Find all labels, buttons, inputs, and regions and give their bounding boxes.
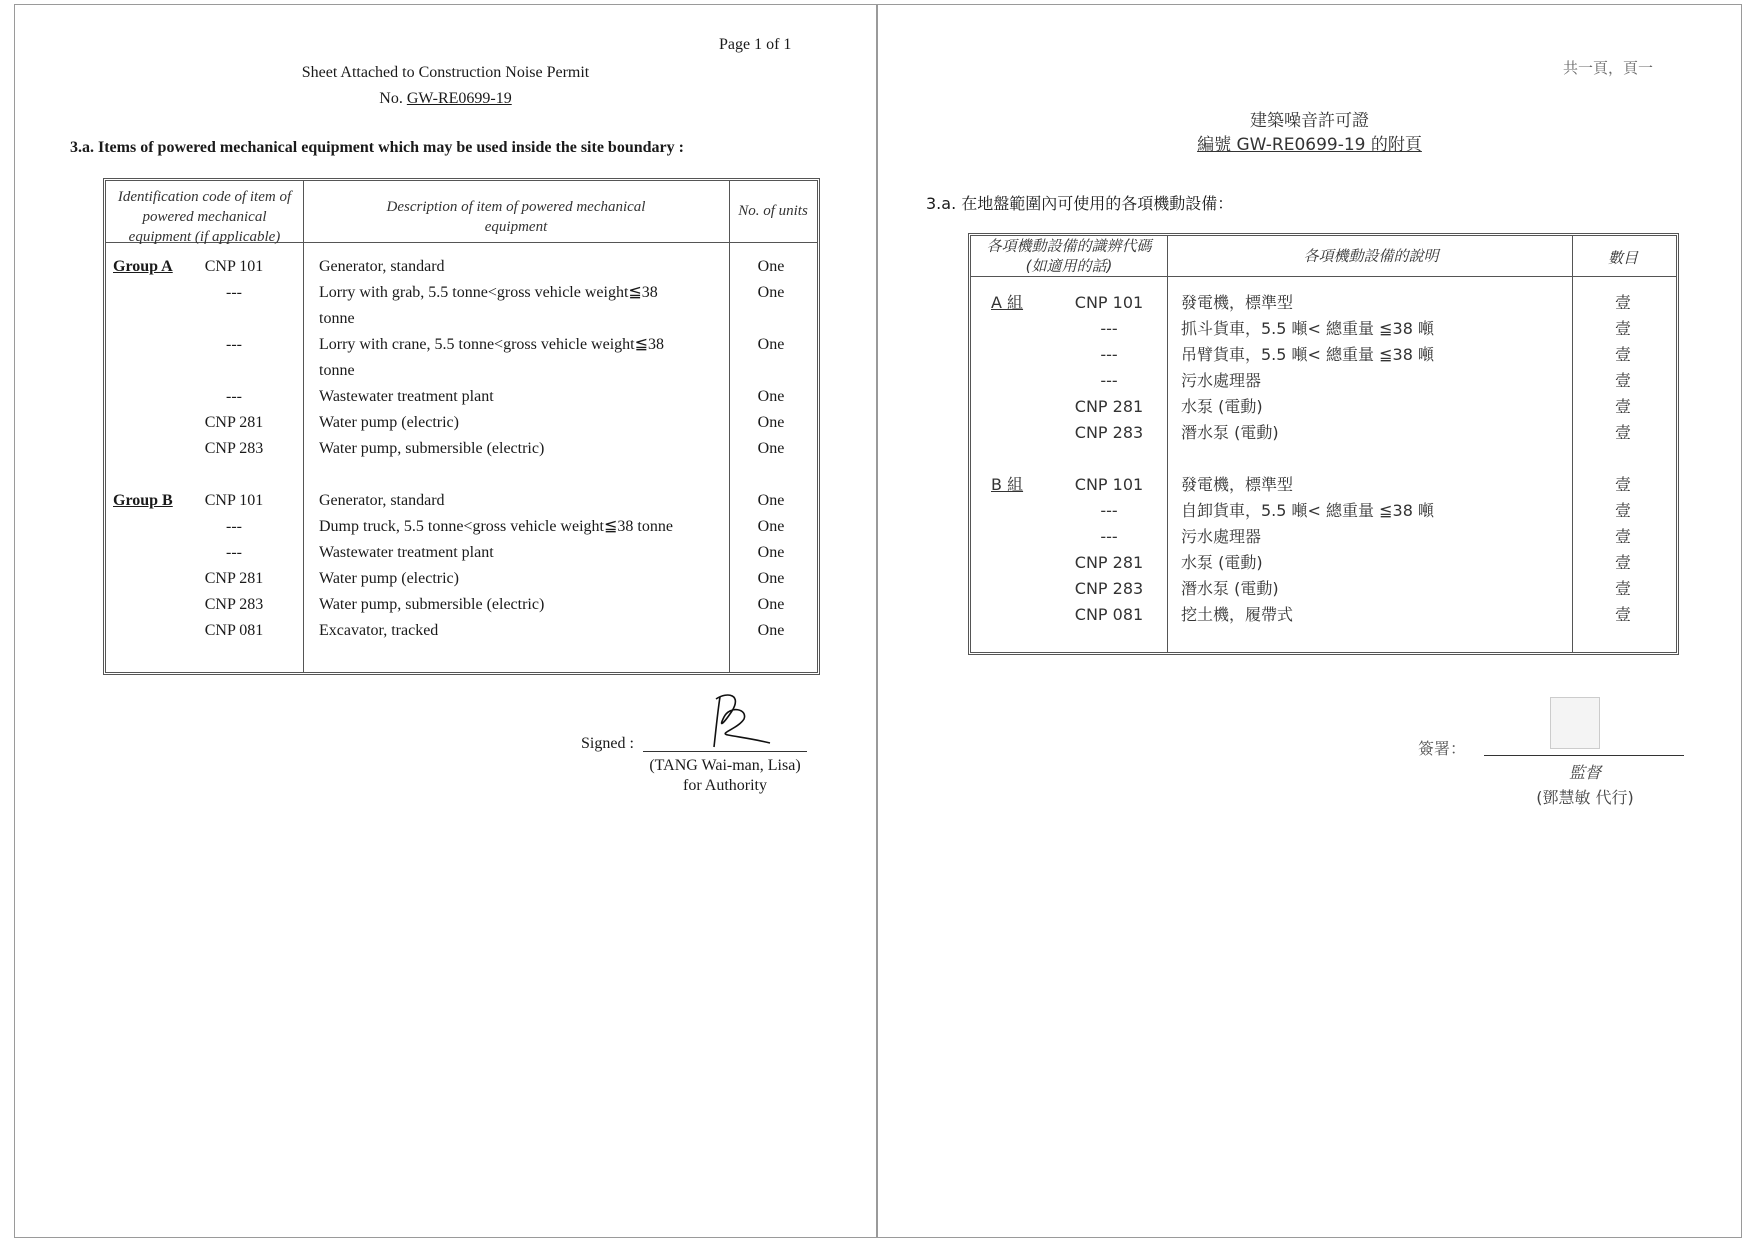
table-row <box>971 342 1671 368</box>
equipment-table <box>103 178 820 675</box>
section-heading: 3.a. 在地盤範圍內可使用的各項機動設備： <box>926 194 1234 213</box>
group-label: A 組 <box>991 293 1024 312</box>
table-row <box>106 566 811 592</box>
table-row <box>106 436 811 462</box>
description: 發電機，標準型 <box>1181 475 1294 494</box>
table-row <box>106 618 811 644</box>
permit-number-line: 編號 GW-RE0699-19 的附頁 <box>1197 135 1422 155</box>
equipment-table <box>968 233 1679 655</box>
description: 水泵 (電動) <box>1181 397 1263 416</box>
units: 壹 <box>1614 501 1631 520</box>
id-code: CNP 081 <box>204 622 264 639</box>
group-label: Group A <box>113 258 173 275</box>
table-row <box>106 384 811 410</box>
table-row <box>106 592 811 618</box>
description-continued: tonne <box>319 310 355 327</box>
description: Excavator, tracked <box>319 622 439 639</box>
header-id-code: 各項機動設備的識辨代碼 (如適用的話) <box>986 237 1152 275</box>
description: Wastewater treatment plant <box>319 544 494 561</box>
table-row <box>106 410 811 436</box>
units: One <box>757 544 785 561</box>
id-code: CNP 283 <box>1074 579 1144 598</box>
group-label: B 組 <box>991 475 1024 494</box>
units: One <box>757 284 785 301</box>
permit-number-line <box>15 86 876 112</box>
id-code: --- <box>226 518 242 535</box>
table-row-continuation <box>106 306 811 332</box>
id-code: CNP 281 <box>204 570 264 587</box>
table-row <box>971 472 1671 498</box>
signatory-name: (TANG Wai-man, Lisa) <box>649 757 801 774</box>
units: One <box>757 258 785 275</box>
units: 壹 <box>1614 579 1631 598</box>
signed-label: 簽署： <box>1418 739 1467 758</box>
group-label: Group B <box>113 492 173 509</box>
units: 壹 <box>1614 397 1631 416</box>
header-id-code: Identification code of item of powered mechanical equipment (if applicable) <box>117 189 292 245</box>
table-row-continuation <box>106 358 811 384</box>
units: 壹 <box>1614 345 1631 364</box>
description: Water pump, submersible (electric) <box>319 596 545 613</box>
english-page <box>14 4 877 1238</box>
id-code: CNP 101 <box>1074 293 1144 312</box>
description: 自卸貨車，5.5 噸< 總重量 ≦38 噸 <box>1181 501 1434 520</box>
description: Water pump (electric) <box>319 570 459 587</box>
id-code: CNP 281 <box>1074 397 1144 416</box>
description: 潛水泵 (電動) <box>1181 579 1279 598</box>
units: 壹 <box>1614 605 1631 624</box>
description: Generator, standard <box>319 492 445 509</box>
description-continued: tonne <box>319 362 355 379</box>
sheet-title <box>15 60 876 112</box>
table-row <box>971 524 1671 550</box>
units: One <box>757 622 785 639</box>
id-code: CNP 283 <box>204 596 264 613</box>
page-number: 共一頁，頁一 <box>1563 59 1654 77</box>
for-authority: for Authority <box>683 777 767 794</box>
id-code: --- <box>1100 319 1118 338</box>
description: 吊臂貨車，5.5 噸< 總重量 ≦38 噸 <box>1181 345 1434 364</box>
id-code: --- <box>226 388 242 405</box>
id-code: --- <box>1100 527 1118 546</box>
section-heading: 3.a. Items of powered mechanical equipment which may be used inside the site boundary : <box>70 139 684 156</box>
id-code: --- <box>226 284 242 301</box>
signed-label: Signed : <box>581 735 634 752</box>
header-units: No. of units <box>738 203 808 219</box>
units: One <box>757 414 785 431</box>
id-code: CNP 101 <box>1074 475 1144 494</box>
table-row <box>106 540 811 566</box>
header-divider <box>971 276 1676 277</box>
description: Lorry with crane, 5.5 tonne<gross vehicle weight≦38 <box>319 336 665 353</box>
signature <box>698 689 778 753</box>
table-row <box>106 488 811 514</box>
description: Water pump, submersible (electric) <box>319 440 545 457</box>
units: 壹 <box>1614 423 1631 442</box>
title-line: 建築噪音許可證 <box>1250 111 1369 131</box>
description: 挖土機，履帶式 <box>1181 605 1294 624</box>
id-code: --- <box>226 336 242 353</box>
id-code: CNP 281 <box>1074 553 1144 572</box>
description: Wastewater treatment plant <box>319 388 494 405</box>
units: 壹 <box>1614 553 1631 572</box>
units: 壹 <box>1614 319 1631 338</box>
units: 壹 <box>1614 475 1631 494</box>
table-row <box>971 316 1671 342</box>
signatory-name: (鄧慧敏 代行) <box>1536 788 1634 807</box>
permit-number: GW-RE0699-19 <box>406 90 512 107</box>
id-code: --- <box>1100 345 1118 364</box>
description: 水泵 (電動) <box>1181 553 1263 572</box>
units: One <box>757 570 785 587</box>
title-line: Sheet Attached to Construction Noise Permit <box>301 64 590 81</box>
units: 壹 <box>1614 527 1631 546</box>
id-code: CNP 101 <box>204 492 264 509</box>
id-code: CNP 283 <box>204 440 264 457</box>
id-code: --- <box>226 544 242 561</box>
signatory-title: 監督 <box>1568 763 1601 782</box>
sheet-title <box>878 109 1741 157</box>
id-code: CNP 081 <box>1074 605 1144 624</box>
page-number: Page 1 of 1 <box>719 36 792 53</box>
id-code: --- <box>1100 501 1118 520</box>
description: 發電機，標準型 <box>1181 293 1294 312</box>
id-code: CNP 101 <box>204 258 264 275</box>
signature-line <box>1484 755 1684 756</box>
table-row <box>106 332 811 358</box>
table-row <box>971 550 1671 576</box>
table-row <box>971 368 1671 394</box>
table-row <box>106 514 811 540</box>
table-row <box>971 602 1671 628</box>
id-code: CNP 283 <box>1074 423 1144 442</box>
official-seal <box>1550 697 1600 749</box>
chinese-page <box>877 4 1742 1238</box>
description: Dump truck, 5.5 tonne<gross vehicle weight≦38 tonne <box>319 518 673 535</box>
units: One <box>757 492 785 509</box>
header-description: Description of item of powered mechanical equipment <box>386 199 646 235</box>
table-row <box>971 420 1671 446</box>
table-row <box>106 280 811 306</box>
table-row <box>971 290 1671 316</box>
units: One <box>757 336 785 353</box>
table-row <box>971 576 1671 602</box>
units: One <box>757 596 785 613</box>
header-units: 數目 <box>1607 249 1638 267</box>
units: 壹 <box>1614 293 1631 312</box>
description: Generator, standard <box>319 258 445 275</box>
units: 壹 <box>1614 371 1631 390</box>
table-row <box>971 394 1671 420</box>
description: 潛水泵 (電動) <box>1181 423 1279 442</box>
description: Lorry with grab, 5.5 tonne<gross vehicle weight≦38 <box>319 284 658 301</box>
description: Water pump (electric) <box>319 414 459 431</box>
permit-prefix: No. <box>379 90 403 107</box>
description: 污水處理器 <box>1181 371 1262 390</box>
table-row <box>106 254 811 280</box>
units: One <box>757 388 785 405</box>
units: One <box>757 440 785 457</box>
id-code: --- <box>1100 371 1118 390</box>
description: 污水處理器 <box>1181 527 1262 546</box>
units: One <box>757 518 785 535</box>
description: 抓斗貨車，5.5 噸< 總重量 ≦38 噸 <box>1181 319 1434 338</box>
id-code: CNP 281 <box>204 414 264 431</box>
table-row <box>971 498 1671 524</box>
header-description: 各項機動設備的說明 <box>1303 247 1439 265</box>
